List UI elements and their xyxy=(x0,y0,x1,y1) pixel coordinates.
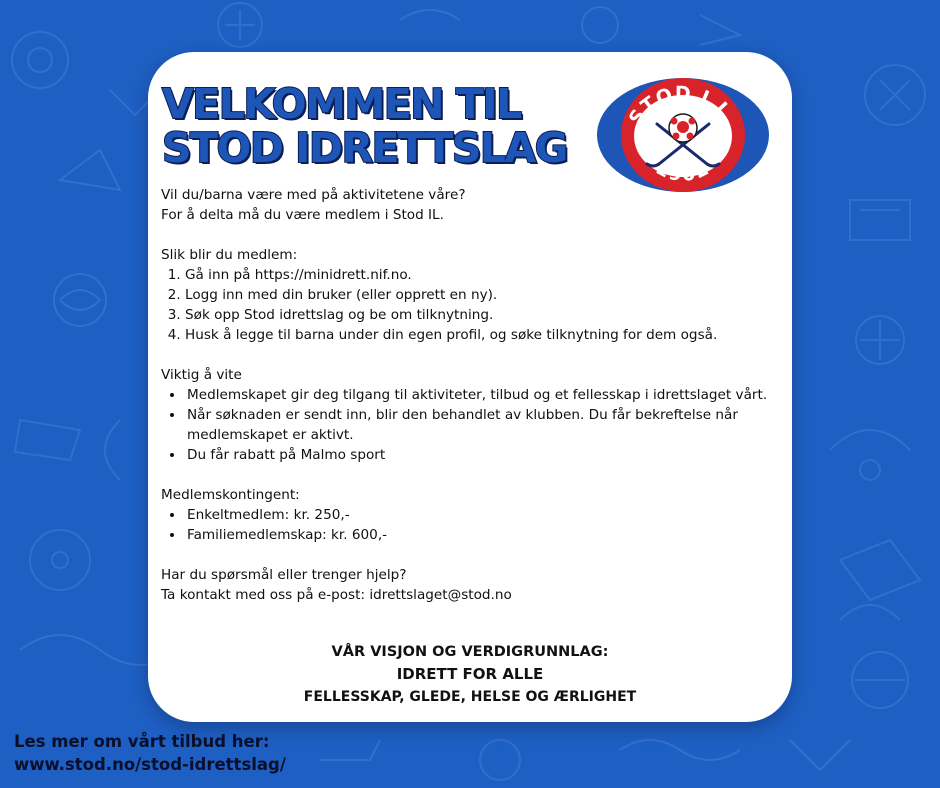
important-list xyxy=(161,385,781,465)
stod-il-logo xyxy=(595,76,771,194)
important-heading: Viktig å vite xyxy=(161,367,242,383)
page-title xyxy=(162,82,567,170)
list-item: • Medlemskapet gir deg tilgang til aktiviteter, tilbud og et fellesskap i idrettslaget vårt. xyxy=(185,385,781,405)
steps-heading: Slik blir du medlem: xyxy=(161,247,298,263)
vision-line-3: FELLESSKAP, GLEDE, HELSE OG ÆRLIGHET xyxy=(303,689,637,705)
info-text xyxy=(161,185,781,605)
list-item: 2. Logg inn med din bruker (eller opprett en ny). xyxy=(185,285,781,305)
list-item: 1. Gå inn på https://minidrett.nif.no. xyxy=(185,265,781,285)
intro-line-1: Vil du/barna være med på aktivitetene våre? xyxy=(161,187,466,203)
vision-line-2: IDRETT FOR ALLE xyxy=(396,665,544,683)
read-more-label: Les mer om vårt tilbud her: xyxy=(14,732,270,751)
title-line-1: VELKOMMEN TIL xyxy=(162,80,521,128)
fees-list xyxy=(161,505,781,545)
title-line-2: STOD IDRETTSLAG xyxy=(162,124,567,172)
vision-block xyxy=(148,641,792,708)
list-item: • Du får rabatt på Malmo sport xyxy=(185,445,781,465)
list-item: • Når søknaden er sendt inn, blir den behandlet av klubben. Du får bekreftelse når medlemskapet er aktivt. xyxy=(185,405,781,445)
list-item: • Familiemedlemskap: kr. 600,- xyxy=(185,525,781,545)
list-item: 4. Husk å legge til barna under din egen profil, og søke tilknytning for dem også. xyxy=(185,325,781,345)
vision-heading: VÅR VISJON OG VERDIGRUNNLAG: xyxy=(331,644,609,660)
read-more xyxy=(14,730,286,776)
contact-line-2: Ta kontakt med oss på e-post: idrettslaget@stod.no xyxy=(161,587,512,603)
svg-text:STOD I.L.: STOD I.L. xyxy=(624,82,742,129)
info-card xyxy=(148,52,792,722)
svg-text:1902: 1902 xyxy=(651,156,715,187)
list-item: 3. Søk opp Stod idrettslag og be om tilknytning. xyxy=(185,305,781,325)
list-item: • Enkeltmedlem: kr. 250,- xyxy=(185,505,781,525)
intro-line-2: For å delta må du være medlem i Stod IL. xyxy=(161,207,444,223)
contact-line-1: Har du spørsmål eller trenger hjelp? xyxy=(161,567,407,583)
read-more-link[interactable]: www.stod.no/stod-idrettslag/ xyxy=(14,755,286,774)
steps-list xyxy=(161,265,781,345)
fees-heading: Medlemskontingent: xyxy=(161,487,300,503)
